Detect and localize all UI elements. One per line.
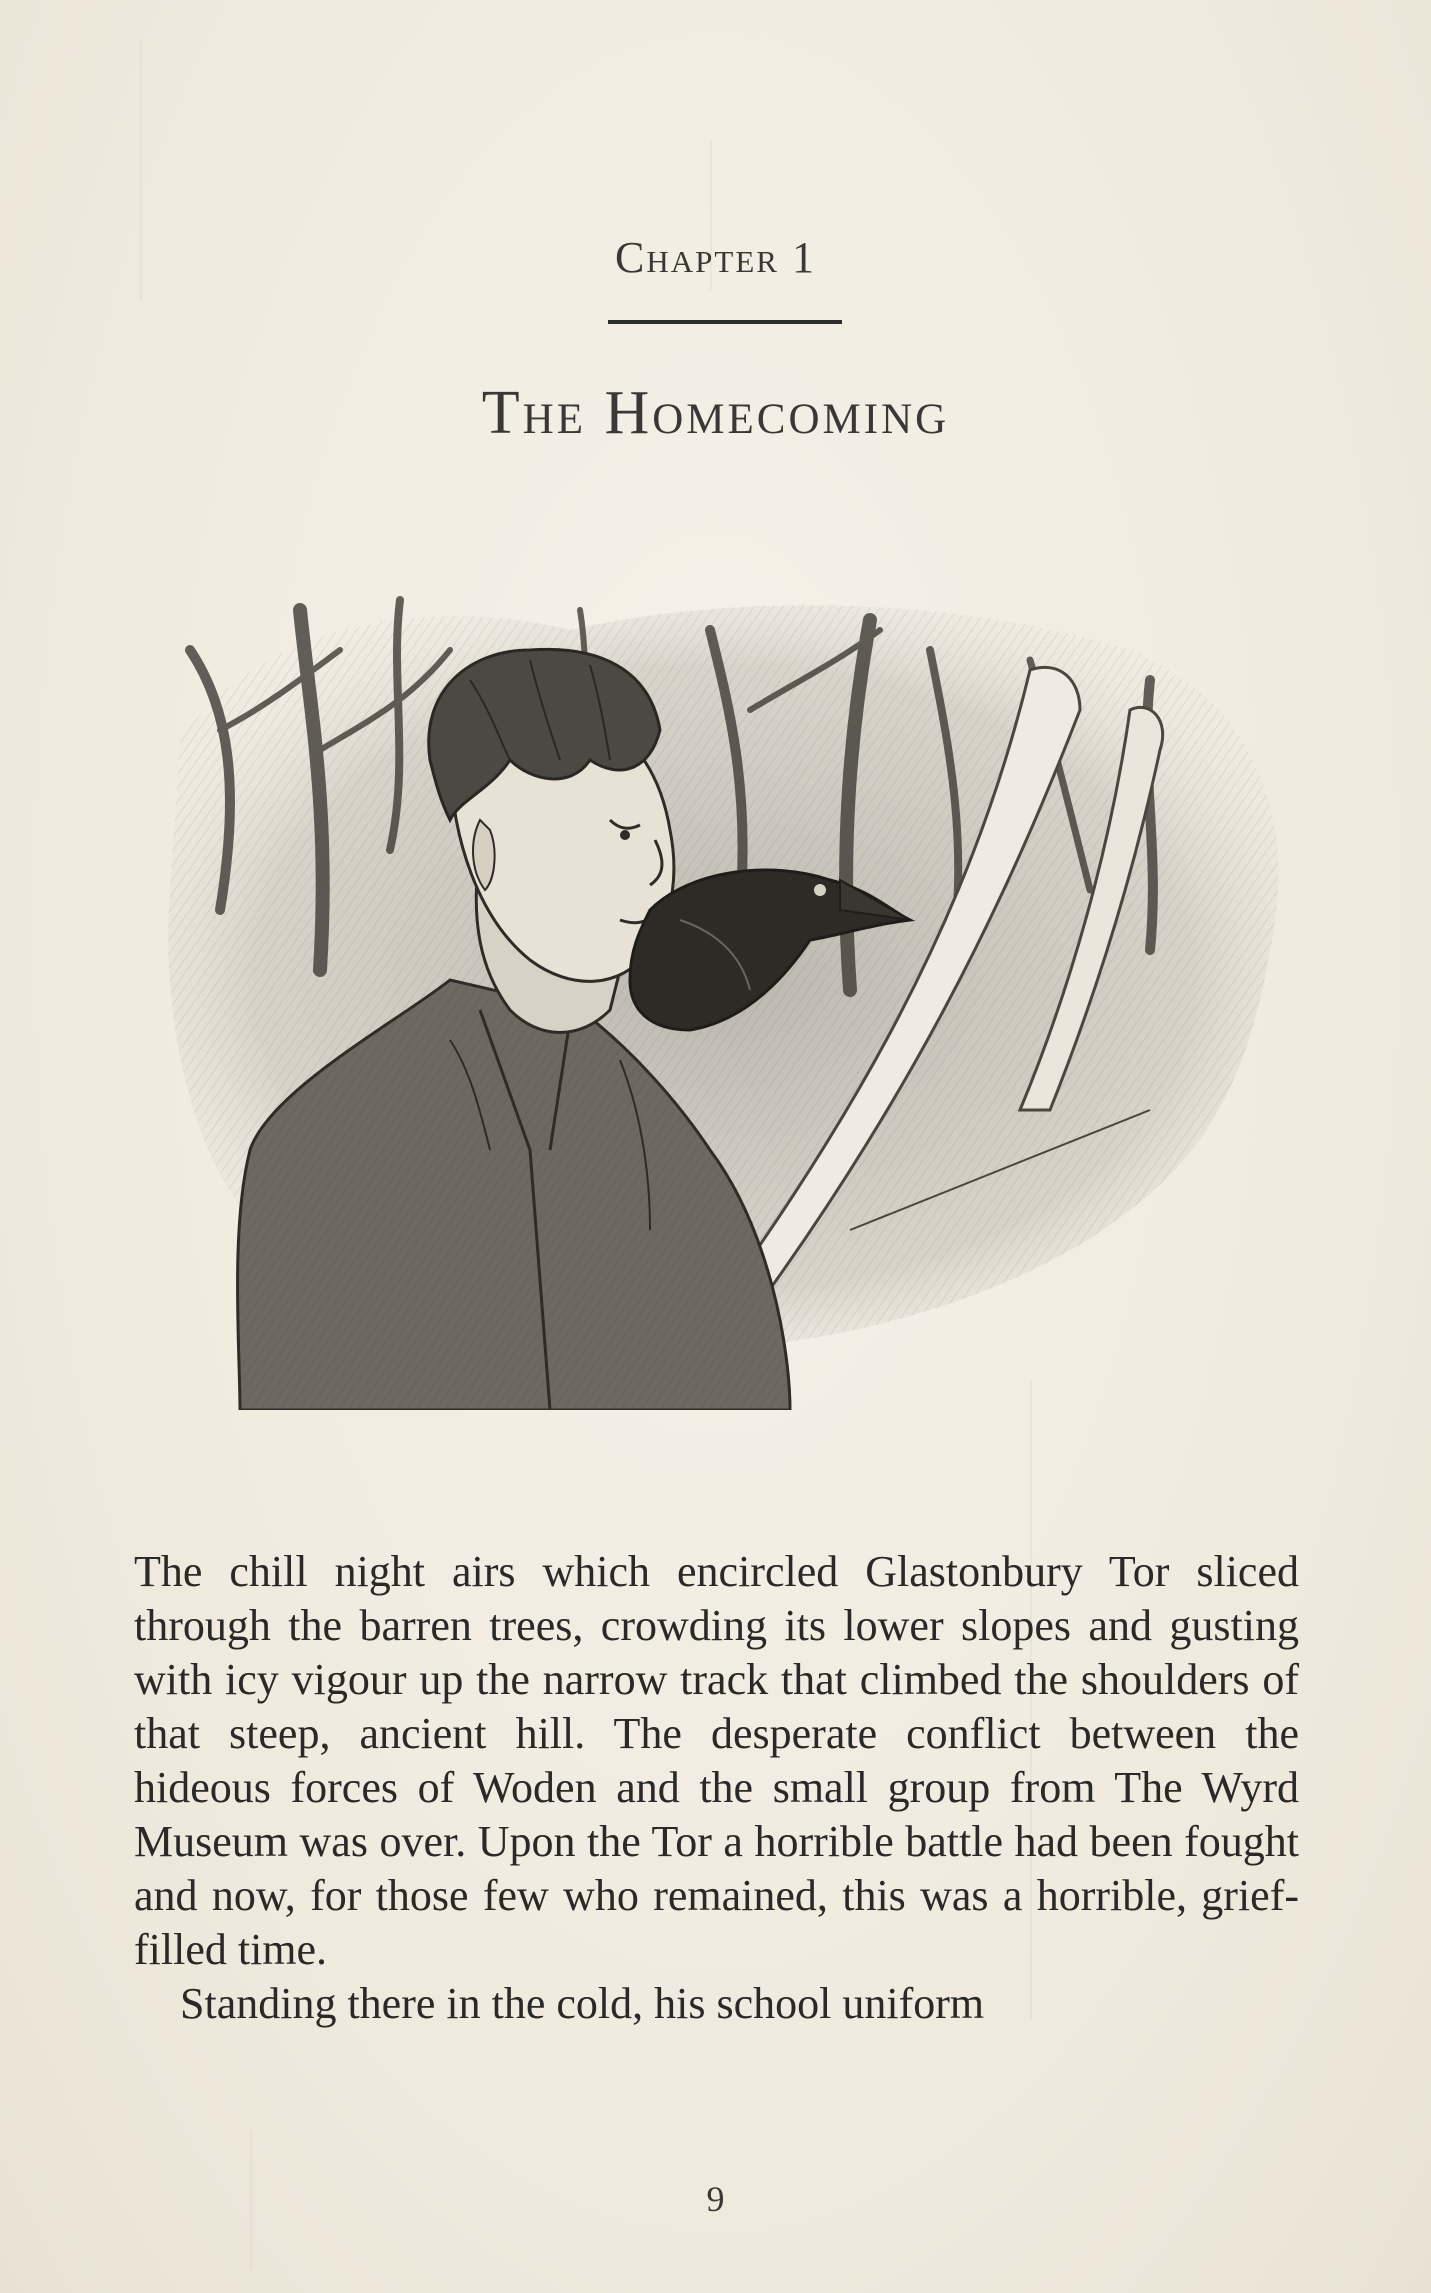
chapter-label: Chapter 1	[615, 233, 816, 282]
paragraph-1: The chill night airs which encircled Glastonbury Tor sliced through the barren trees, crowding its lower slopes and gusting with icy vigour up the narrow track that climbed the shoulders of that steep, ancient hill. The desperate conflict between the hideous forces of Woden and the small group from The Wyrd Museum was over. Upon the Tor a horrible battle had been fought and now, for those few who remained, this was a horrible, grief-filled time.	[134, 1547, 1299, 1974]
boy-with-raven-in-woods-icon	[150, 590, 1320, 1410]
page-number: 9	[706, 2179, 725, 2219]
chapter-title: The Homecoming	[481, 379, 950, 447]
chapter-rule	[608, 320, 842, 324]
body-text	[134, 1545, 1299, 2031]
paragraph-2: Standing there in the cold, his school uniform	[180, 1979, 985, 2028]
